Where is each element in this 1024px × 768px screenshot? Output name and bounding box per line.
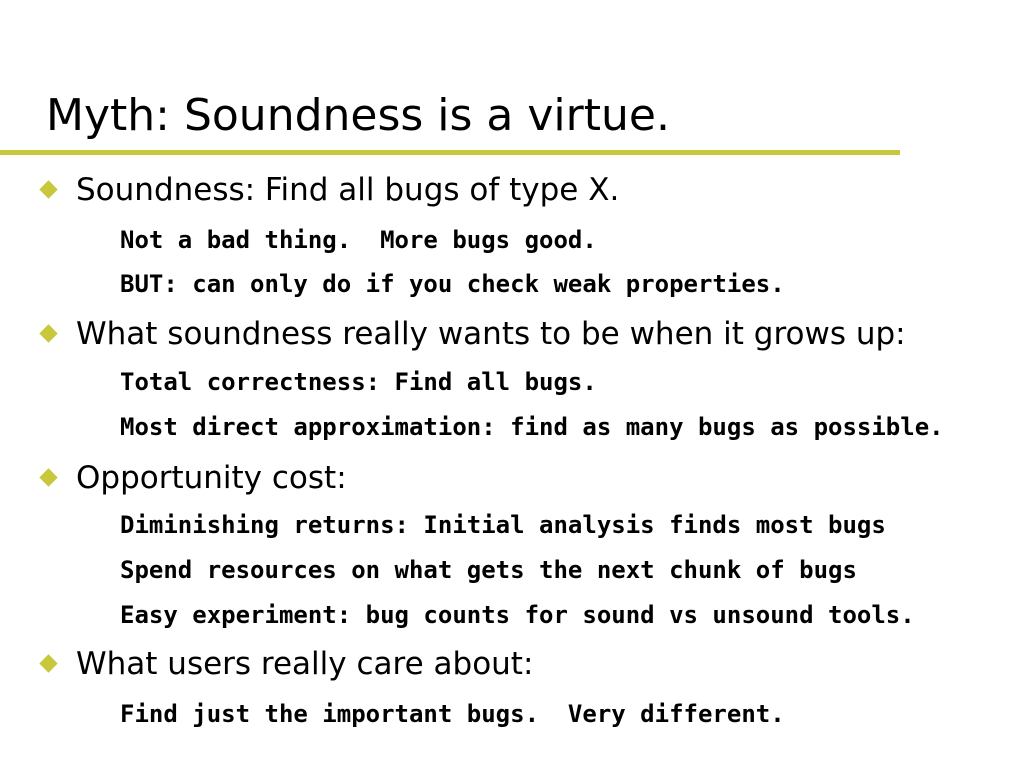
bullet-item xyxy=(38,168,1018,212)
bullet-text: What users really care about: xyxy=(76,646,534,682)
sub-item: Spend resources on what gets the next chunk of bugs xyxy=(120,556,857,584)
sub-item: Total correctness: Find all bugs. xyxy=(120,368,597,396)
slide-title: Myth: Soundness is a virtue. xyxy=(46,90,670,141)
diamond-bullet-icon xyxy=(39,324,57,342)
bullet-text: What soundness really wants to be when it grows up: xyxy=(76,316,906,352)
sub-item: Find just the important bugs. Very different. xyxy=(120,700,785,728)
bullet-text: Soundness: Find all bugs of type X. xyxy=(76,172,620,208)
sub-item: Not a bad thing. More bugs good. xyxy=(120,226,597,254)
diamond-bullet-icon xyxy=(39,654,57,672)
sub-item: Easy experiment: bug counts for sound vs unsound tools. xyxy=(120,601,915,629)
diamond-bullet-icon xyxy=(39,468,57,486)
sub-item: Diminishing returns: Initial analysis finds most bugs xyxy=(120,511,886,539)
bullet-item xyxy=(38,642,1018,686)
bullet-text: Opportunity cost: xyxy=(76,460,347,496)
bullet-item xyxy=(38,456,1018,500)
sub-item: BUT: can only do if you check weak properties. xyxy=(120,270,785,298)
sub-item: Most direct approximation: find as many bugs as possible. xyxy=(120,413,944,441)
diamond-bullet-icon xyxy=(39,180,57,198)
bullet-item xyxy=(38,312,1018,356)
